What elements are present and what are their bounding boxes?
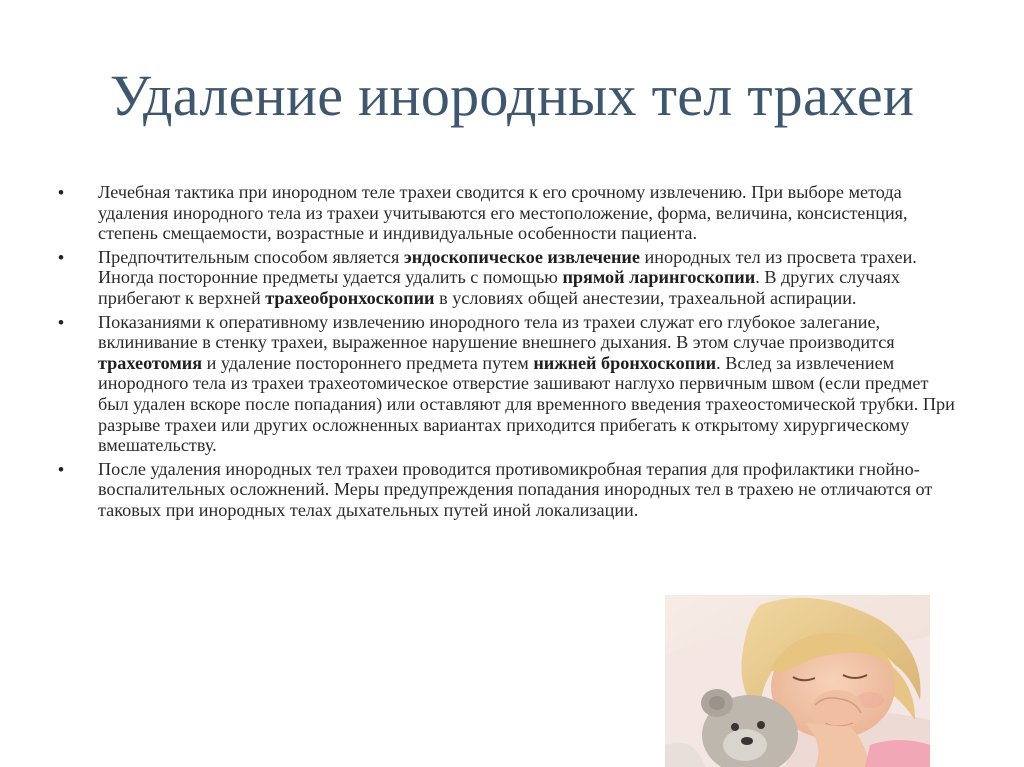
coughing-child-photo [665, 595, 930, 767]
text-run: Лечебная тактика при инородном теле трахеи сводится к его срочному извлечению. При выборе метода удаления инородного тела из трахеи учитываются его местоположение, форма, величина, консистенция, степень смещаемости, возрастные и индивидуальные особенности пациента. [98, 182, 908, 244]
list-item [58, 459, 958, 521]
bold-term: прямой ларингоскопии [562, 267, 756, 288]
list-item [58, 312, 958, 456]
text-run: инородных тел из просвета трахеи. Иногда посторонние предметы удается удалить с помощью [98, 246, 917, 288]
bullet-text [98, 247, 958, 309]
slide-title: Удаление инородных тел трахеи [109, 63, 915, 128]
bullet-list [58, 182, 958, 524]
bullet-marker: • [58, 247, 64, 267]
bold-term: трахеобронхоскопии [265, 287, 435, 308]
text-run: и удаление постороннего предмета путем [202, 352, 534, 373]
bullet-text [98, 312, 958, 456]
bullet-text [98, 459, 958, 521]
bold-term: нижней бронхоскопии [533, 352, 717, 373]
text-run: . Вслед за извлечением инородного тела из трахеи трахеотомическое отверстие зашивают наглухо первичным швом (если предмет был удален вскоре после попадания) или оставляют для временного введения трахеостомической трубки. При разрыве трахеи или других осложненных вариантах приходится прибегать к открытому хирургическому вмешательству. [98, 352, 955, 456]
bold-term: трахеотомия [98, 352, 203, 373]
bullet-text [98, 182, 958, 244]
list-item [58, 182, 958, 244]
text-run: в условиях общей анестезии, трахеальной аспирации. [434, 287, 857, 308]
text-run: Показаниями к оперативному извлечению инородного тела из трахеи служат его глубокое залегание, вклинивание в стенку трахеи, выраженное нарушение внешнего дыхания. В этом случае производится [98, 311, 895, 353]
list-item [58, 247, 958, 309]
text-run: . В других случаях прибегают к верхней [98, 267, 900, 308]
bold-term: эндоскопическое извлечение [403, 246, 640, 267]
bullet-marker: • [58, 183, 64, 202]
text-run: После удаления инородных тел трахеи проводится противомикробная терапия для профилактики гнойно-воспалительных осложнений. Меры предупреждения попадания инородных тел в трахею не отличаются от таковых при инородных телах дыхательных путей иной локализации. [98, 458, 933, 520]
bullet-marker: • [58, 459, 64, 479]
text-run: Предпочтительным способом является [98, 246, 404, 267]
bullet-marker: • [58, 312, 64, 332]
